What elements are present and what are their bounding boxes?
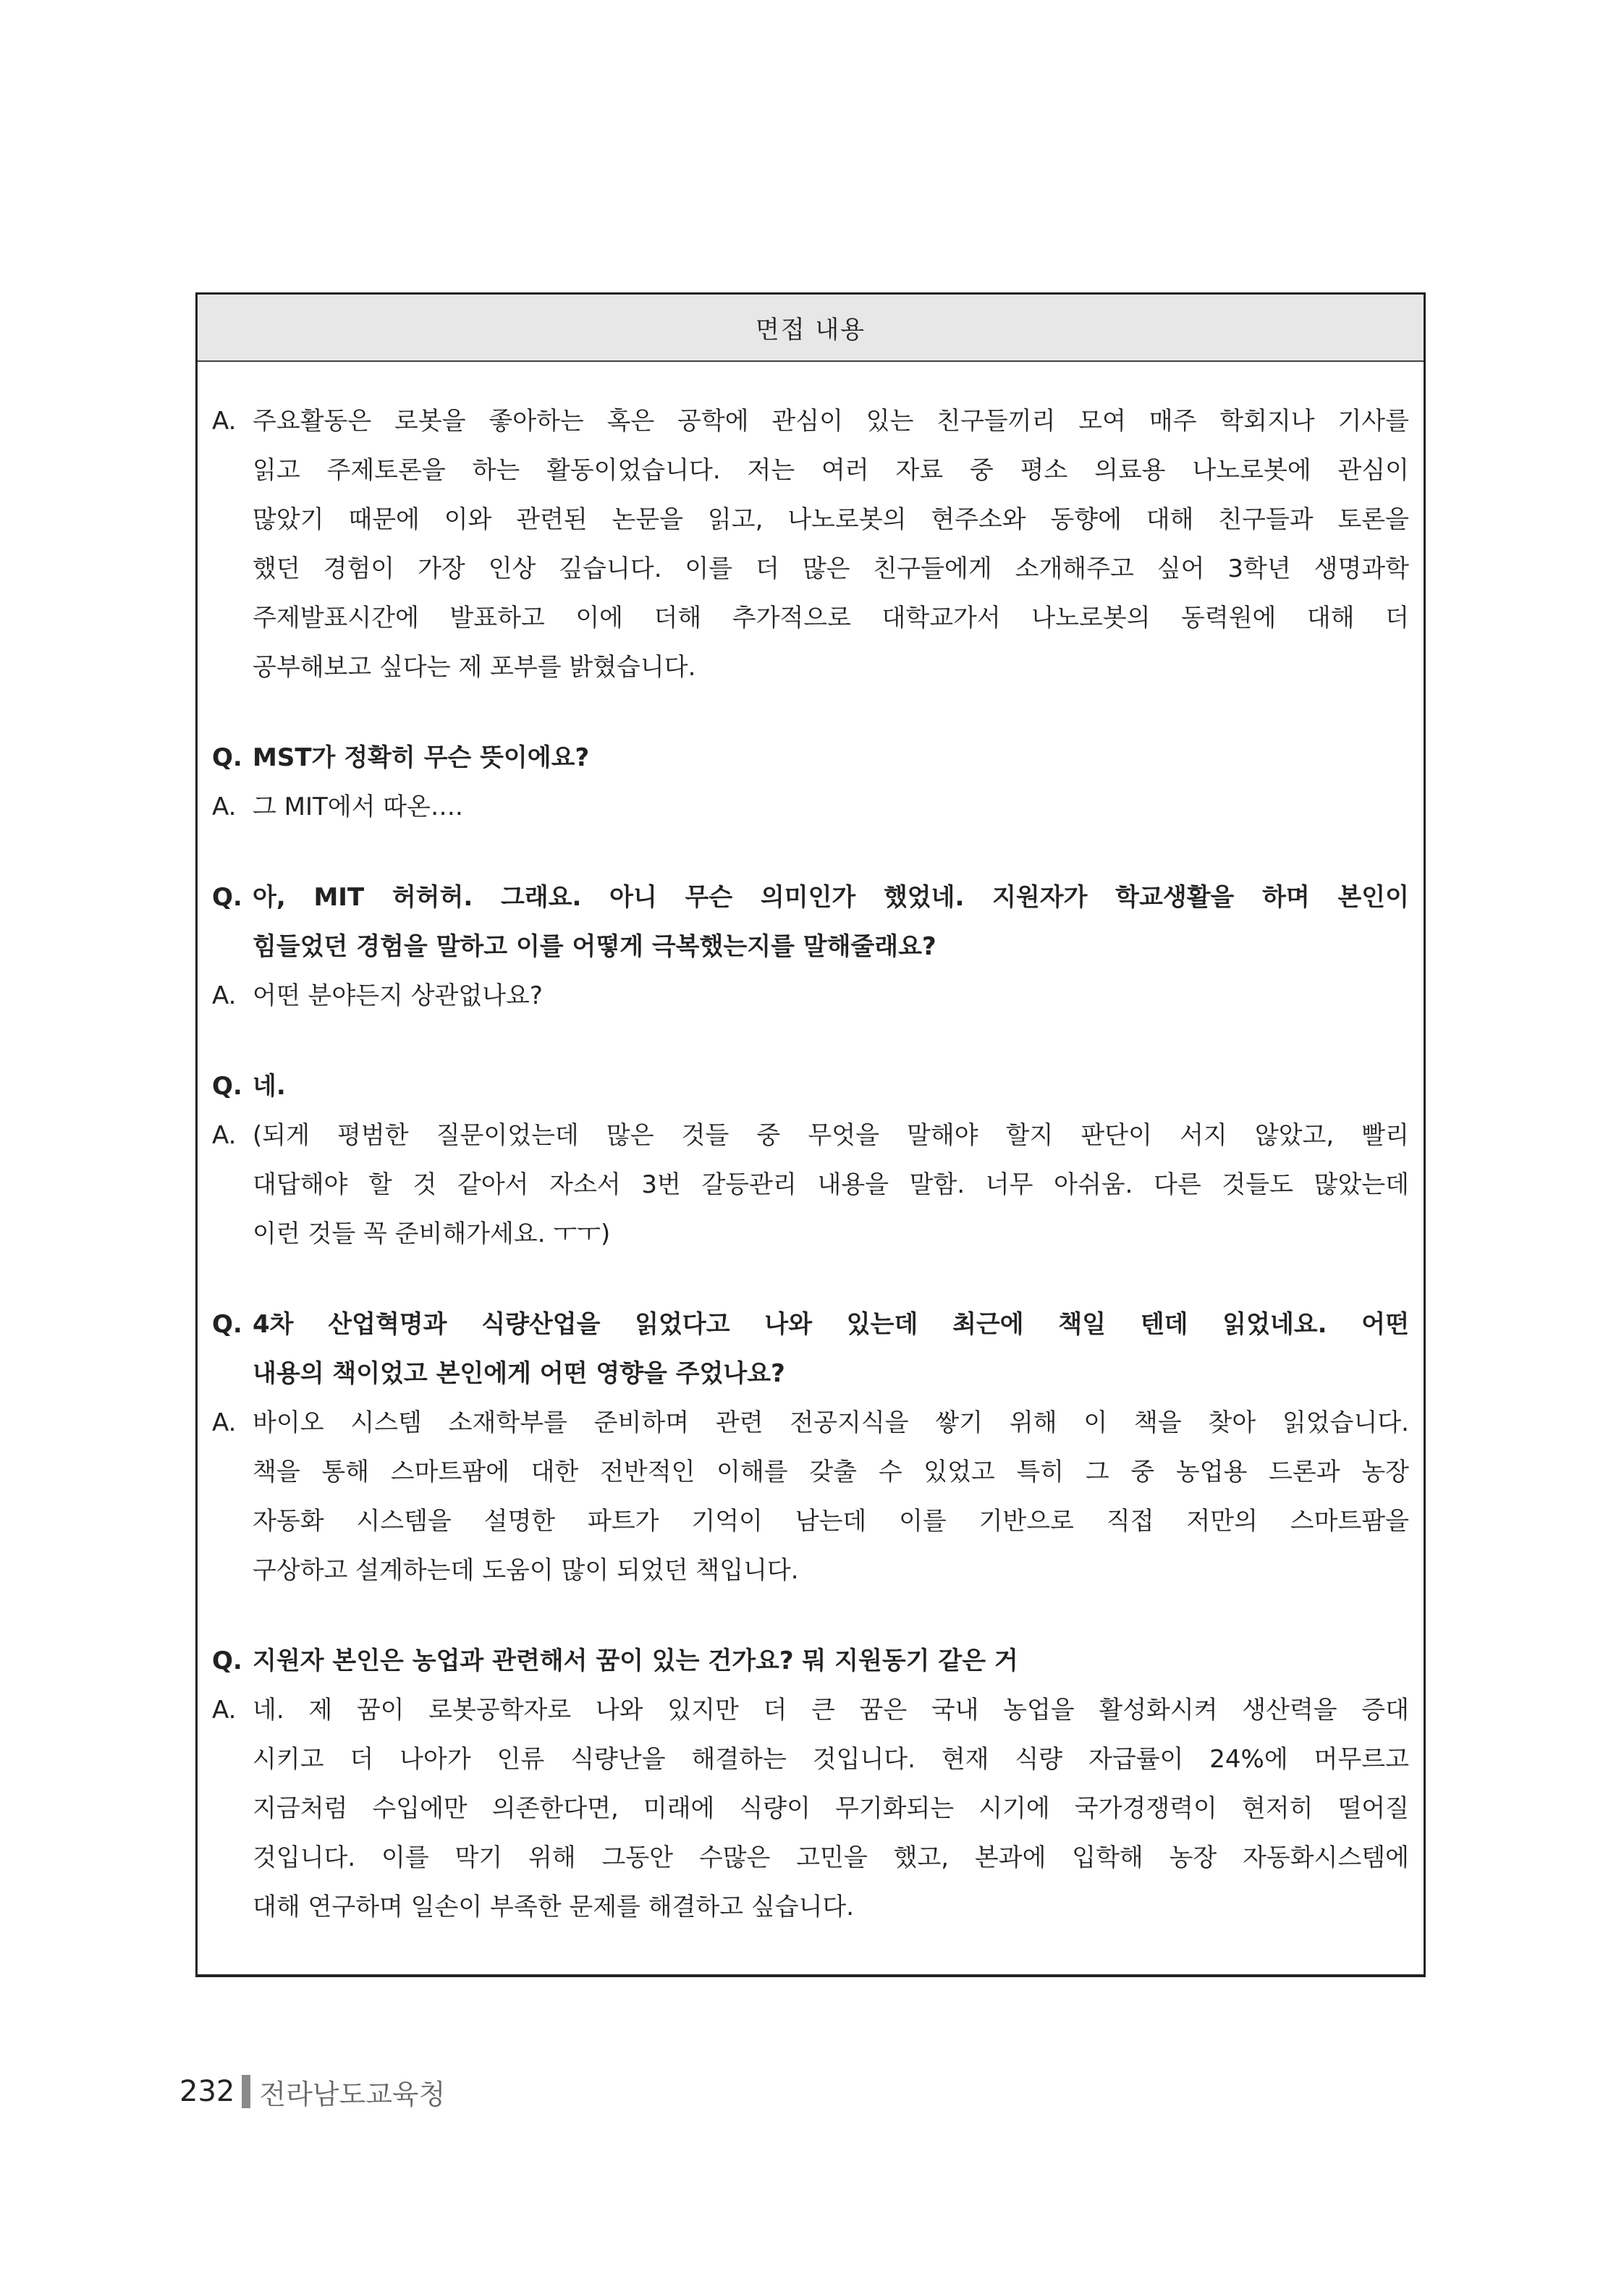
text-line: 자동화 시스템을 설명한 파트가 기억이 남는데 이를 기반으로 직접 저만의 스마트팜을 [253,1507,1409,1536]
qa-block [212,397,1409,692]
answer-text [253,397,1409,692]
question-text [253,1636,1409,1686]
question-tag: Q. [212,1072,242,1101]
text-line: (되게 평범한 질문이었는데 많은 것들 중 무엇을 말해야 할지 판단이 서지 않았고, 빨리 [253,1121,1409,1150]
question-text [253,733,1409,782]
question-tag: Q. [212,1646,242,1675]
footer-bar-icon [242,2075,250,2108]
answer-text [253,1111,1409,1259]
question-text [253,1062,1409,1111]
answer-tag: A. [212,981,237,1010]
text-line: 읽고 주제토론을 하는 활동이었습니다. 저는 여러 자료 중 평소 의료용 나노로봇에 관심이 [253,456,1409,485]
text-line: 지금처럼 수입에만 의존한다면, 미래에 식량이 무기화되는 시기에 국가경쟁력이 현저히 떨어질 [253,1794,1409,1823]
answer [212,1111,1409,1259]
qa-block [212,1062,1409,1259]
answer-text [253,1398,1409,1595]
text-line: 내용의 책이었고 본인에게 어떤 영향을 주었나요? [253,1359,785,1388]
question [212,733,1409,782]
text-line: MST가 정확히 무슨 뜻이에요? [253,743,590,772]
qa-block [212,873,1409,1020]
answer-tag: A. [212,1696,237,1725]
question [212,1636,1409,1686]
question-tag: Q. [212,1310,242,1339]
organization-name: 전라남도교육청 [259,2078,446,2110]
answer [212,782,1409,832]
interview-table [195,292,1426,1977]
question-text [253,1300,1409,1398]
text-line: 구상하고 설계하는데 도움이 많이 되었던 책입니다. [253,1556,799,1585]
text-line: 많았기 때문에 이와 관련된 논문을 읽고, 나노로봇의 현주소와 동향에 대해 친구들과 토론을 [253,505,1409,534]
text-line: 힘들었던 경험을 말하고 이를 어떻게 극복했는지를 말해줄래요? [253,932,936,961]
text-line: 책을 통해 스마트팜에 대한 전반적인 이해를 갖출 수 있었고 특히 그 중 농업용 드론과 농장 [253,1458,1410,1487]
table-content [198,362,1424,1932]
text-line: 어떤 분야든지 상관없나요? [253,981,543,1010]
qa-block [212,1300,1409,1595]
answer-text [253,971,1409,1020]
text-line: 주제발표시간에 발표하고 이에 더해 추가적으로 대학교가서 나노로봇의 동력원에 대해 더 [253,604,1409,633]
qa-block [212,1636,1409,1932]
text-line: 주요활동은 로봇을 좋아하는 혹은 공학에 관심이 있는 친구들끼리 모여 매주 학회지나 기사를 [253,407,1409,436]
text-line: 시키고 더 나아가 인류 식량난을 해결하는 것입니다. 현재 식량 자급률이 24%에 머무르고 [253,1745,1409,1774]
question-tag: Q. [212,743,242,772]
answer [212,1686,1409,1932]
text-line: 아, MIT 허허허. 그래요. 아니 무슨 의미인가 했었네. 지원자가 학교생활을 하며 본인이 [253,883,1409,912]
text-line: 그 MIT에서 따온…. [253,792,463,821]
text-line: 4차 산업혁명과 식량산업을 읽었다고 나와 있는데 최근에 책일 텐데 읽었네요. 어떤 [253,1310,1409,1339]
answer-text [253,782,1409,832]
page-footer [179,2070,445,2113]
answer [212,1398,1409,1595]
page-number: 232 [179,2075,235,2108]
answer-tag: A. [212,792,237,821]
table-header [198,295,1424,362]
text-line: 이런 것들 꼭 준비해가세요. ㅜㅜ) [253,1219,611,1248]
question [212,873,1409,971]
answer-tag: A. [212,1408,237,1437]
question [212,1062,1409,1111]
table-header-title: 면접 내용 [755,316,866,344]
question-text [253,873,1409,971]
text-line: 네. 제 꿈이 로봇공학자로 나와 있지만 더 큰 꿈은 국내 농업을 활성화시켜 생산력을 증대 [253,1696,1409,1725]
text-line: 했던 경험이 가장 인상 깊습니다. 이를 더 많은 친구들에게 소개해주고 싶어 3학년 생명과학 [253,554,1409,583]
text-line: 공부해보고 싶다는 제 포부를 밝혔습니다. [253,653,696,682]
question [212,1300,1409,1398]
answer-tag: A. [212,407,237,436]
qa-block [212,733,1409,832]
text-line: 지원자 본인은 농업과 관련해서 꿈이 있는 건가요? 뭐 지원동기 같은 거 [253,1646,1018,1675]
answer-tag: A. [212,1121,237,1150]
text-line: 대해 연구하며 일손이 부족한 문제를 해결하고 싶습니다. [253,1893,855,1921]
answer [212,971,1409,1020]
text-line: 것입니다. 이를 막기 위해 그동안 수많은 고민을 했고, 본과에 입학해 농장 자동화시스템에 [253,1843,1409,1872]
text-line: 바이오 시스템 소재학부를 준비하며 관련 전공지식을 쌓기 위해 이 책을 찾아 읽었습니다. [253,1408,1409,1437]
text-line: 대답해야 할 것 같아서 자소서 3번 갈등관리 내용을 말함. 너무 아쉬움. 다른 것들도 많았는데 [253,1170,1409,1199]
text-line: 네. [253,1072,286,1101]
question-tag: Q. [212,883,242,912]
answer [212,397,1409,692]
answer-text [253,1686,1409,1932]
